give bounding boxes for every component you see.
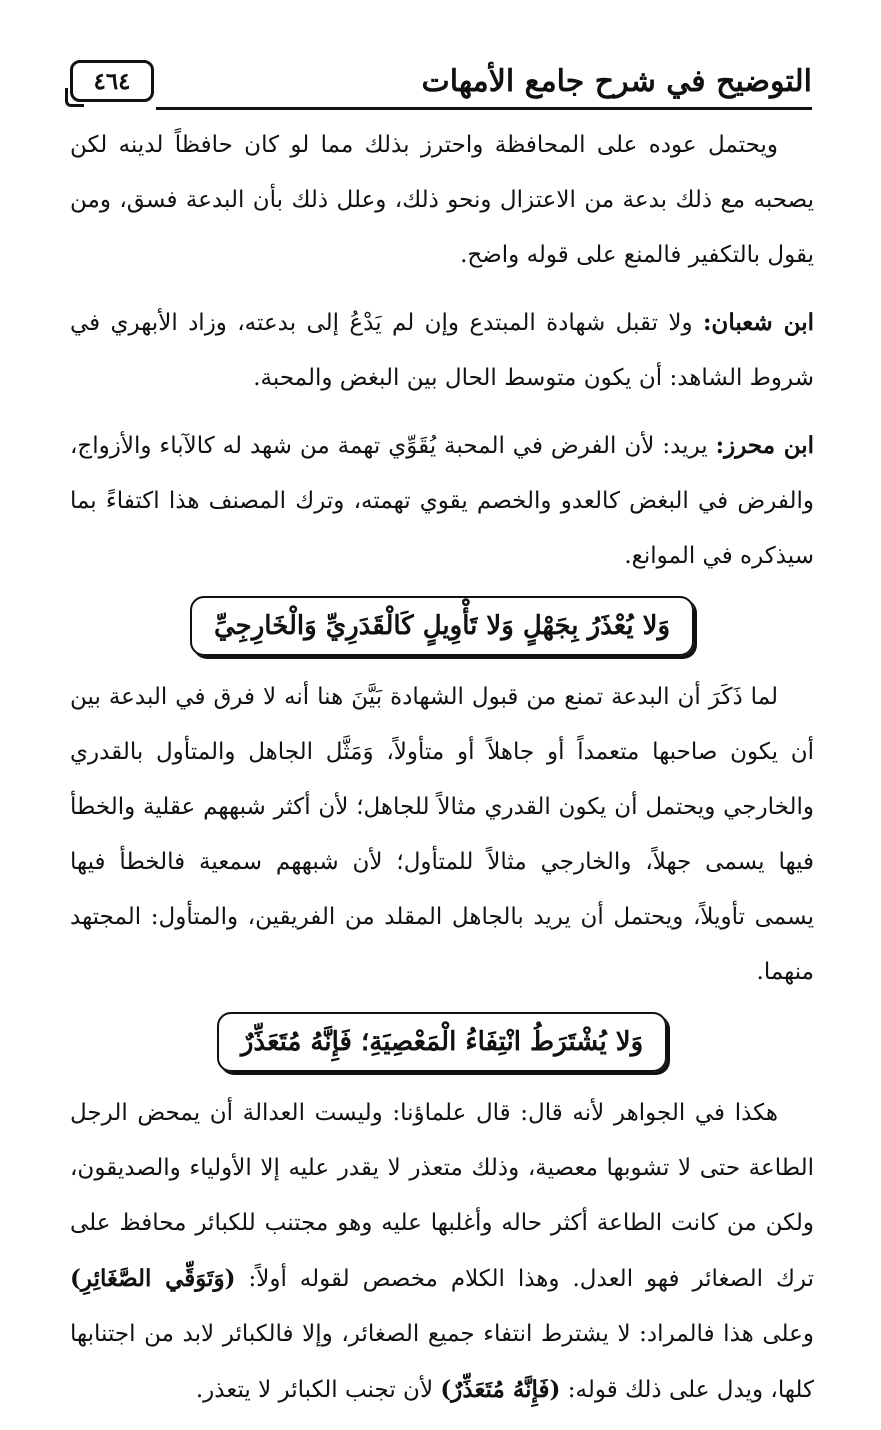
speaker-label: ابن شعبان: <box>702 309 814 336</box>
quoted-matn: (فَإِنَّهُ مُتَعَذِّرٌ) <box>440 1376 561 1403</box>
paragraph-1: ويحتمل عوده على المحافظة واحترز بذلك مما لو كان حافظاً لدينه لكن يصحبه مع ذلك بدعة من الاعتزال ونحو ذلك، وعلل ذلك بأن البدعة فسق، ومن يقول بالتكفير فالمنع على قوله واضح. <box>70 132 814 268</box>
paragraph-ibn-muhriz <box>70 418 814 584</box>
matn-box-2: وَلا يُشْتَرَطُ انْتِفَاءُ الْمَعْصِيَةِ؛ فَإِنَّهُ مُتَعَذِّرٌ <box>217 1012 667 1072</box>
paragraph-5 <box>70 1086 814 1418</box>
page-header <box>70 50 812 112</box>
speaker-label: ابن محرز: <box>715 432 815 459</box>
paragraph-text: ولا تقبل شهادة المبتدع وإن لم يَدْعُ إلى بدعته، وزاد الأبهري في شروط الشاهد: أن يكون متوسط الحال بين البغض والمحبة. <box>70 310 814 391</box>
paragraph-text: يريد: لأن الفرض في المحبة يُقَوِّي تهمة من شهد له كالآباء والأزواج، والفرض في البغض كالعدو والخصم يقوي تهمته، وترك المصنف هذا اكتفاءً بما سيذكره في الموانع. <box>70 433 814 569</box>
paragraph-text: وعلى هذا فالمراد: لا يشترط انتفاء جميع الصغائر، وإلا فالكبائر لابد من اجتنابها كلها، ويدل على ذلك قوله: <box>70 1321 814 1403</box>
paragraph-text: لأن تجنب الكبائر لا يتعذر. <box>195 1377 441 1403</box>
header-rule <box>156 107 812 110</box>
paragraph-text: هكذا في الجواهر لأنه قال: قال علماؤنا: وليست العدالة أن يمحض الرجل الطاعة حتى لا تشوبها معصية، وذلك متعذر لا يقدر عليه إلا الأولياء والصديقون، ولكن من كانت الطاعة أكثر حاله وأغلبها عليه وهو مجتنب للكبائر محافظ على ترك الصغائر فهو العدل. وهذا الكلام مخصص لقوله أولاً: <box>70 1100 814 1292</box>
matn-box-1: وَلا يُعْذَرُ بِجَهْلٍ وَلا تَأْوِيلٍ كَالْقَدَرِيِّ وَالْخَارِجِيِّ <box>190 596 694 656</box>
paragraph-ibn-shaban <box>70 295 814 406</box>
page-number: ٤٦٤ <box>70 60 154 102</box>
page-body <box>70 118 814 1430</box>
quoted-matn: (وَتَوَقِّي الصَّغَائِرِ) <box>70 1265 236 1292</box>
paragraph-4: لما ذَكَرَ أن البدعة تمنع من قبول الشهادة بَيَّنَ هنا أنه لا فرق في البدعة بين أن يكون صاحبها متعمداً أو جاهلاً أو متأولاً، وَمَثَّل الجاهل والمتأول بالقدري والخارجي ويحتمل أن يكون القدري مثالاً للجاهل؛ لأن أكثر شبههم عقلية والخطأ فيها يسمى جهلاً، والخارجي مثالاً للمتأول؛ لأن شبههم سمعية فالخطأ فيها يسمى تأويلاً، ويحتمل أن يريد بالجاهل المقلد من الفريقين، والمتأول: المجتهد منهما. <box>70 684 814 985</box>
running-title: التوضيح في شرح جامع الأمهات <box>421 64 812 99</box>
